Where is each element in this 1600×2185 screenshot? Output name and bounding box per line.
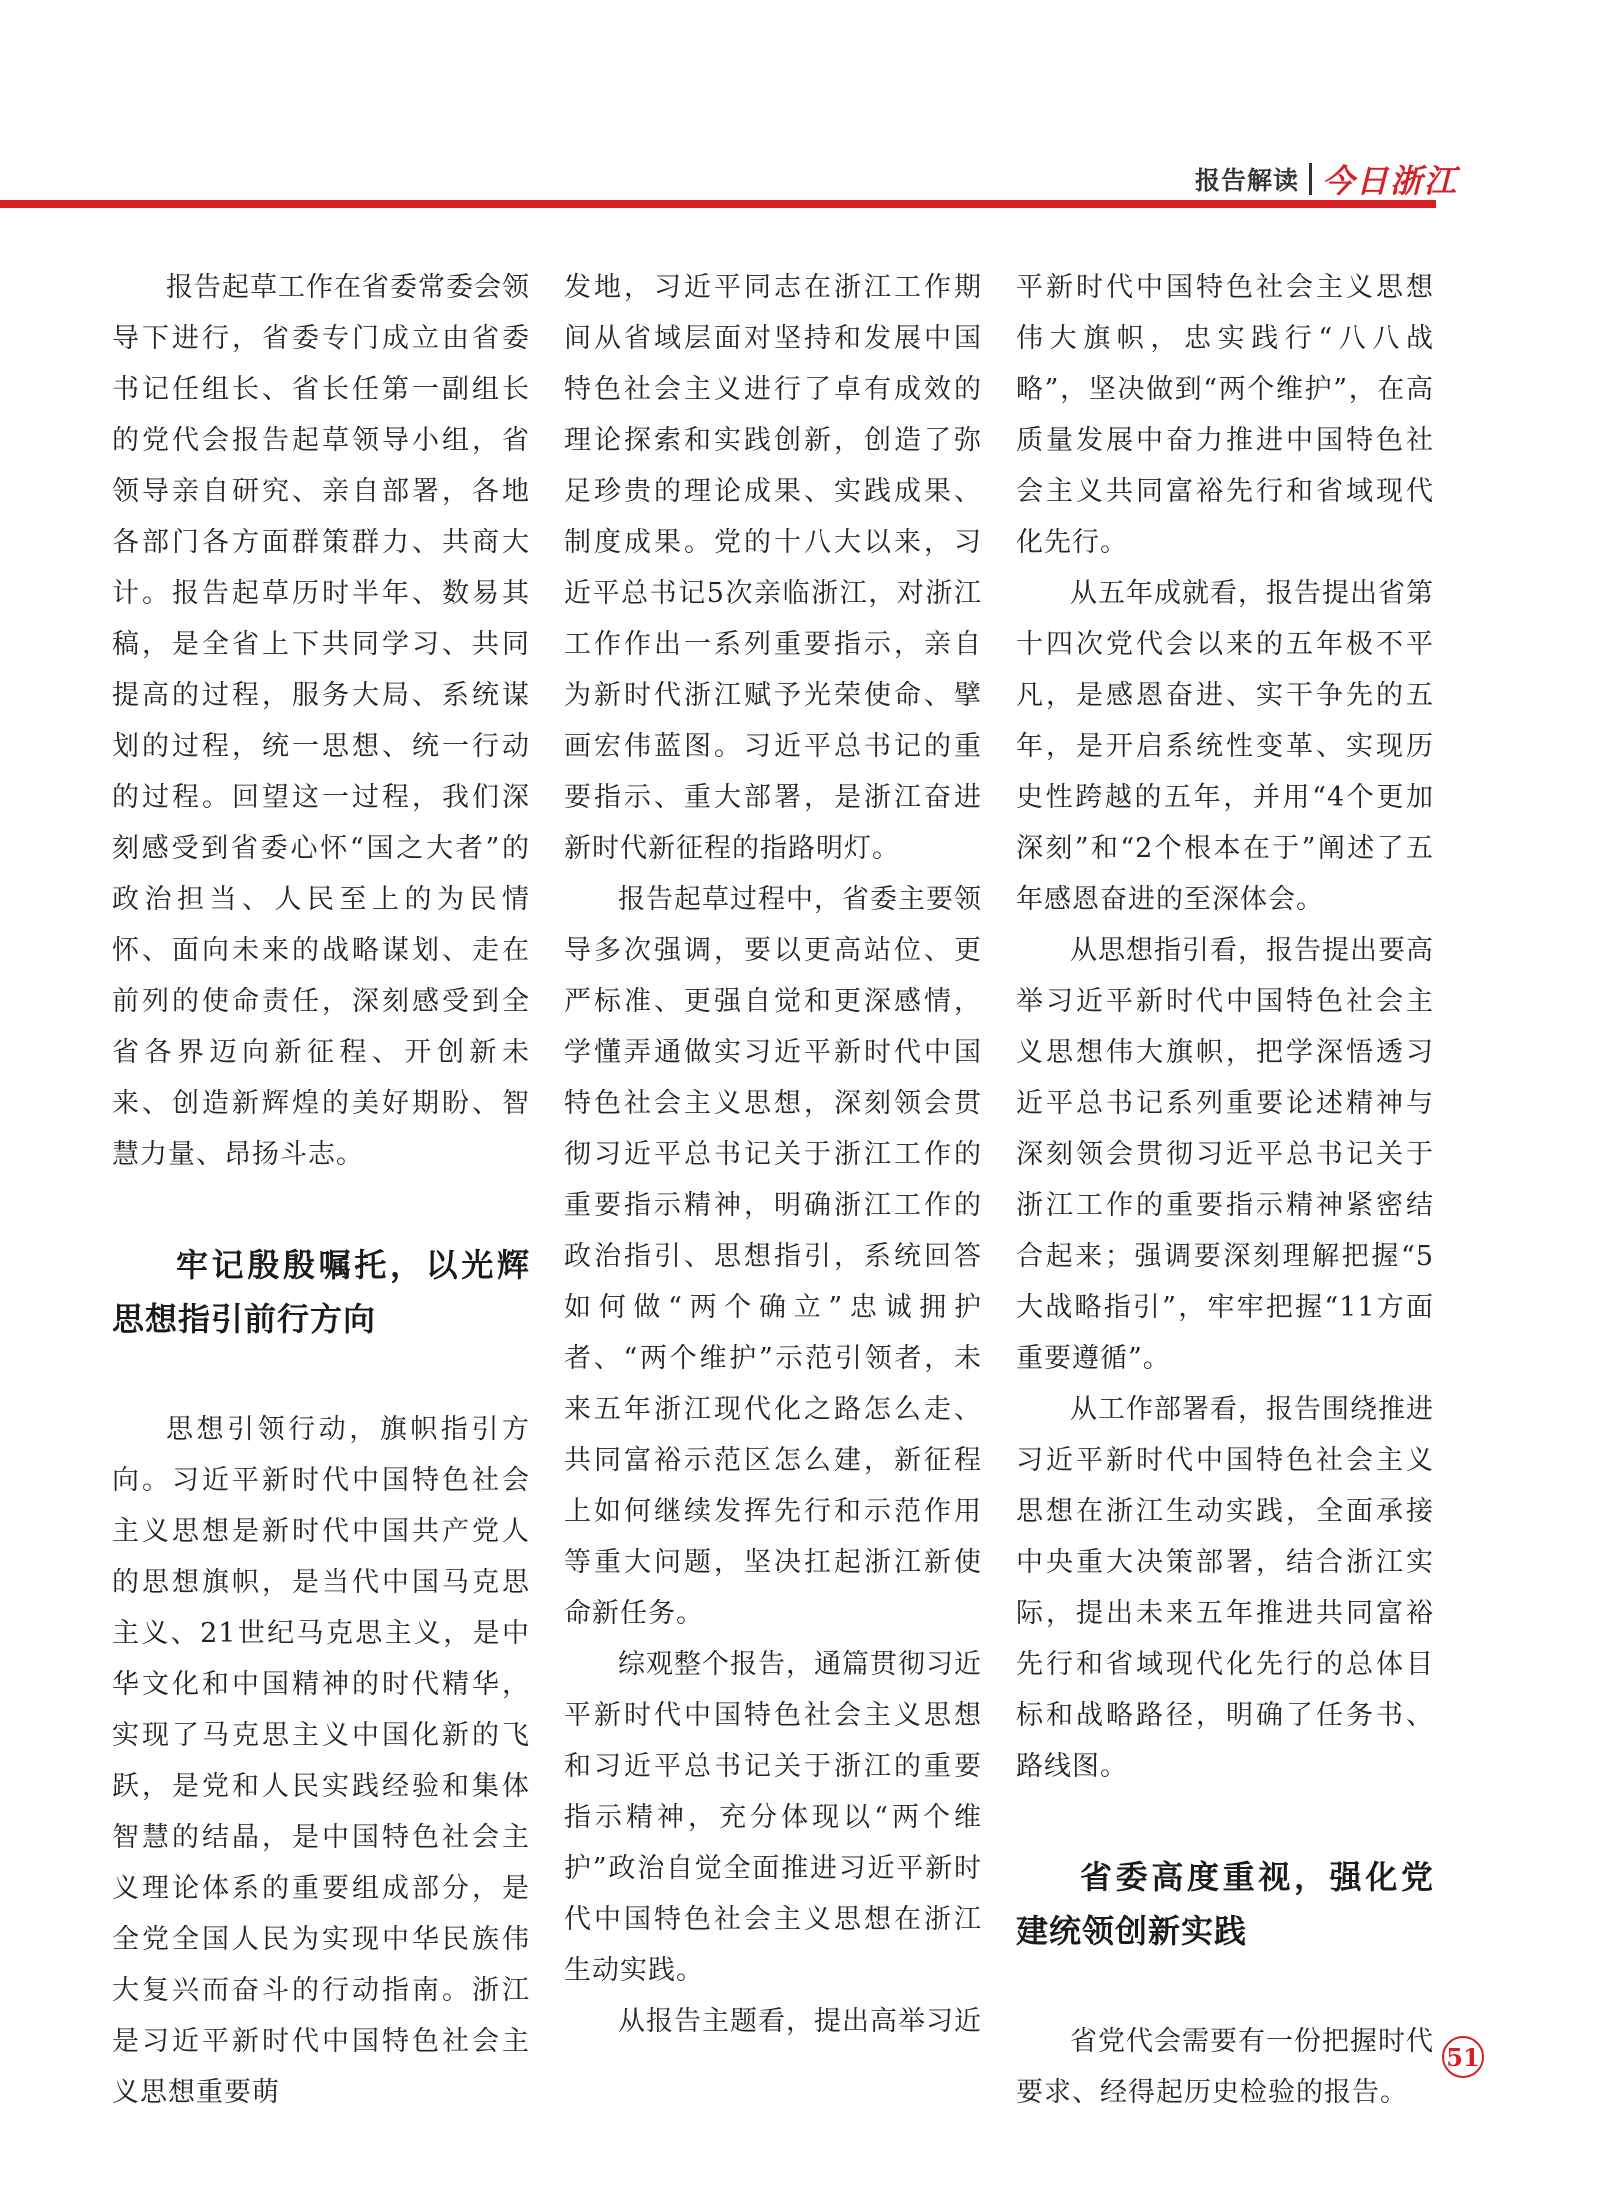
section-heading: 省委高度重视，强化党建统领创新实践	[1016, 1858, 1434, 1950]
paragraph: 思想引领行动，旗帜指引方向。习近平新时代中国特色社会主义思想是新时代中国共产党人的思想旗帜，是当代中国马克思主义、21世纪马克思主义，是中华文化和中国精神的时代精华，实现了马克思主义中国化新的飞跃，是党和人民实践经验和集体智慧的结晶，是中国特色社会主义理论体系的重要组成部分，是全党全国人民为实现中华民族伟大复兴而奋斗的行动指南。浙江是习近平新时代中国特色社会主义思想重要萌	[112, 1414, 530, 2108]
text-column-1	[112, 262, 530, 2118]
paragraph: 从五年成就看，报告提出省第十四次党代会以来的五年极不平凡，是感恩奋进、实干争先的五年，是开启系统性变革、实现历史性跨越的五年，并用“4个更加深刻”和“2个根本在于”阐述了五年感恩奋进的至深体会。	[1016, 578, 1434, 915]
text-column-3	[1016, 262, 1434, 2118]
paragraph: 平新时代中国特色社会主义思想伟大旗帜，忠实践行“八八战略”，坚决做到“两个维护”，在高质量发展中奋力推进中国特色社会主义共同富裕先行和省域现代化先行。	[1016, 272, 1434, 558]
paragraph: 从工作部署看，报告围绕推进习近平新时代中国特色社会主义思想在浙江生动实践，全面承接中央重大决策部署，结合浙江实际，提出未来五年推进共同富裕先行和省域现代化先行的总体目标和战略路径，明确了任务书、路线图。	[1016, 1394, 1434, 1782]
page-number: 51	[1442, 2036, 1484, 2078]
paragraph: 从报告主题看，提出高举习近	[618, 2006, 982, 2037]
header-red-rule	[0, 200, 1436, 208]
paragraph: 省党代会需要有一份把握时代要求、经得起历史检验的报告。	[1016, 2026, 1434, 2108]
section-label: 报告解读	[1195, 166, 1300, 195]
page-header	[1195, 156, 1458, 202]
paragraph: 综观整个报告，通篇贯彻习近平新时代中国特色社会主义思想和习近平总书记关于浙江的重要指示精神，充分体现以“两个维护”政治自觉全面推进习近平新时代中国特色社会主义思想在浙江生动实践。	[564, 1649, 982, 1986]
magazine-logo: 今日浙江	[1322, 162, 1459, 200]
paragraph: 从思想指引看，报告提出要高举习近平新时代中国特色社会主义思想伟大旗帜，把学深悟透习近平总书记系列重要论述精神与深刻领会贯彻习近平总书记关于浙江工作的重要指示精神紧密结合起来；强调要深刻理解把握“5大战略指引”，牢牢把握“11方面重要遵循”。	[1016, 935, 1434, 1374]
paragraph: 报告起草过程中，省委主要领导多次强调，要以更高站位、更严标准、更强自觉和更深感情，学懂弄通做实习近平新时代中国特色社会主义思想，深刻领会贯彻习近平总书记关于浙江工作的重要指示精神，明确浙江工作的政治指引、思想指引，系统回答如何做“两个确立”忠诚拥护者、“两个维护”示范引领者，未来五年浙江现代化之路怎么走、共同富裕示范区怎么建，新征程上如何继续发挥先行和示范作用等重大问题，坚决扛起浙江新使命新任务。	[564, 884, 982, 1629]
paragraph: 发地，习近平同志在浙江工作期间从省域层面对坚持和发展中国特色社会主义进行了卓有成效的理论探索和实践创新，创造了弥足珍贵的理论成果、实践成果、制度成果。党的十八大以来，习近平总书记5次亲临浙江，对浙江工作作出一系列重要指示，亲自为新时代浙江赋予光荣使命、擘画宏伟蓝图。习近平总书记的重要指示、重大部署，是浙江奋进新时代新征程的指路明灯。	[564, 272, 982, 864]
paragraph: 报告起草工作在省委常委会领导下进行，省委专门成立由省委书记任组长、省长任第一副组长的党代会报告起草领导小组，省领导亲自研究、亲自部署，各地各部门各方面群策群力、共商大计。报告起草历时半年、数易其稿，是全省上下共同学习、共同提高的过程，服务大局、系统谋划的过程，统一思想、统一行动的过程。回望这一过程，我们深刻感受到省委心怀“国之大者”的政治担当、人民至上的为民情怀、面向未来的战略谋划、走在前列的使命责任，深刻感受到全省各界迈向新征程、开创新未来、创造新辉煌的美好期盼、智慧力量、昂扬斗志。	[112, 272, 530, 1170]
section-heading: 牢记殷殷嘱托，以光辉思想指引前行方向	[112, 1246, 530, 1338]
header-divider	[1309, 163, 1312, 195]
text-column-2	[564, 262, 982, 2047]
